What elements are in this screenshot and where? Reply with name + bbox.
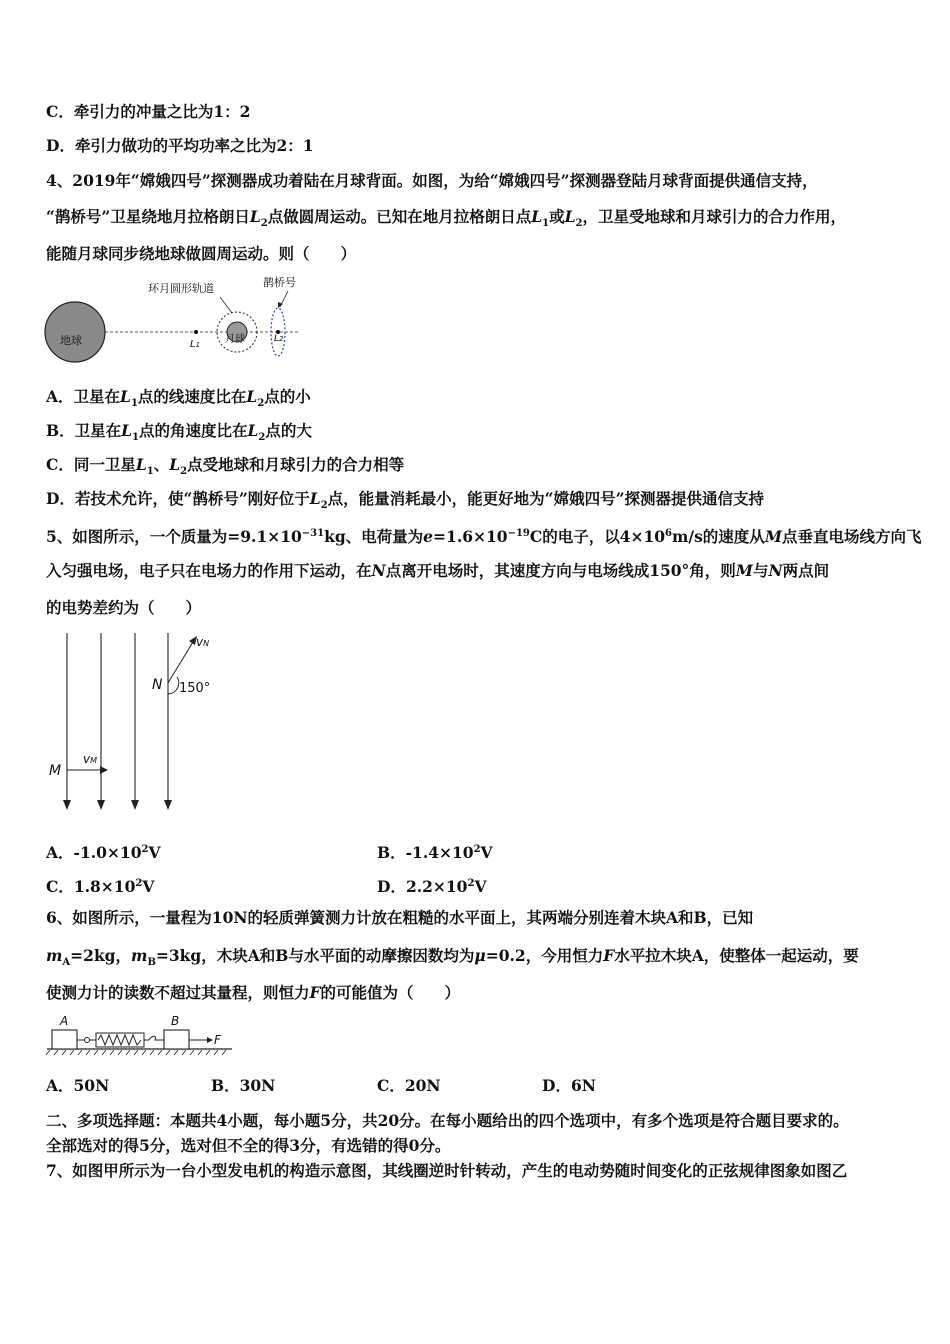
queqiao-label: 鹊桥号 <box>263 276 296 289</box>
field-line-2-arrow <box>97 800 105 810</box>
l1-label: L1 <box>190 339 201 350</box>
block-b <box>164 1030 189 1049</box>
q6-stem-line3: 使测力计的读数不超过其量程，则恒力F的可能值为（ ） <box>46 983 461 1002</box>
section2-heading-line1: 二、多项选择题：本题共4小题，每小题5分，共20分。在每小题给出的四个选项中，有多个选项是符合题目要求的。 <box>46 1111 849 1130</box>
q4-stem-line3: 能随月球同步绕地球做圆周运动。则（ ） <box>46 244 357 263</box>
vm-arrow-head <box>100 766 108 774</box>
q4-option-a: A．卫星在$L_1$点的线速度比在$L_2$点的小 <box>46 387 311 410</box>
field-line-4-arrow <box>164 800 172 810</box>
q7-stem-line1: 7、如图甲所示为一台小型发电机的构造示意图，其线圈逆时针转动，产生的电动势随时间变化的正弦规律图象如图乙 <box>46 1161 848 1180</box>
q6-option-a: A．50N <box>46 1076 110 1095</box>
q6-stem-line1: 6、如图所示，一量程为10N的轻质弹簧测力计放在粗糙的水平面上，其两端分别连着木块A和B，已知 <box>46 908 754 927</box>
force-arrow-head <box>207 1037 213 1043</box>
vn-arrow-line <box>168 642 193 683</box>
q4-stem-line1: 4、2019年“嫦娥四号”探测器成功着陆在月球背面。如图，为给“嫦娥四号”探测器登陆月球背面提供通信支持， <box>46 171 818 190</box>
vm-label: vM <box>83 752 98 766</box>
orbit-label: 环月圆形轨道 <box>148 282 214 295</box>
q5-stem-line1: 5、如图所示，一个质量为$=9.1\times 10^{-31}kg$、电荷量为$e=1.6\times 10^{-19}C$的电子，以$4\times 10^6m/s$的速度从M点垂直电场线方向飞 <box>46 527 922 547</box>
q5-option-c: C．$1.8\times 10^2V$ <box>46 877 155 897</box>
q5-option-d: D．$2.2\times 10^2V$ <box>377 877 487 897</box>
q3-option-d: D．牵引力做功的平均功率之比为2：1 <box>46 136 314 155</box>
block-a <box>52 1030 77 1049</box>
field-line-3-arrow <box>131 800 139 810</box>
q6-option-b: B．30N <box>211 1076 276 1095</box>
l1-point <box>194 330 198 334</box>
field-line-1-arrow <box>63 800 71 810</box>
q3-option-c: C．牵引力的冲量之比为1：2 <box>46 102 251 121</box>
hook-b <box>149 1036 164 1040</box>
moon-label: 月球 <box>225 334 245 345</box>
q6-option-d: D．6N <box>542 1076 596 1095</box>
earth-circle <box>45 302 105 362</box>
q4-option-d: D．若技术允许，使“鹊桥号”刚好位于$L_2$点，能量消耗最小，能更好地为“嫦娥四号”探测器提供通信支持 <box>46 489 764 512</box>
ground-hatching <box>46 1050 226 1055</box>
q5-electric-field-figure <box>40 628 230 818</box>
q5-option-a: A．$-1.0\times 10^2V$ <box>46 843 161 863</box>
section2-heading-line2: 全部选对的得5分，选对但不全的得3分，有选错的得0分。 <box>46 1136 451 1155</box>
q5-stem-line2: 入匀强电场，电子只在电场力的作用下运动，在N点离开电场时，其速度方向与电场线成150°角，则M与N两点间 <box>46 561 830 580</box>
q4-option-b: B．卫星在$L_1$点的角速度比在$L_2$点的大 <box>46 421 312 444</box>
point-m-label: M <box>49 763 62 779</box>
q5-stem-line3: 的电势差约为（ ） <box>46 598 202 617</box>
block-b-label: B <box>171 1014 180 1028</box>
block-a-label: A <box>60 1014 69 1028</box>
l2-label: L2 <box>274 334 284 344</box>
vn-label: vN <box>196 635 210 649</box>
q4-option-c: C．同一卫星$L_1$、$L_2$点受地球和月球引力的合力相等 <box>46 455 405 478</box>
force-label: F <box>214 1033 221 1047</box>
q6-stem-line2: $m_A=2kg$，$m_B=3kg$，木块A和B与水平面的动摩擦因数均为μ=0.2，今用恒力F水平拉木块A，使整体一起运动，要 <box>46 946 859 969</box>
earth-label: 地球 <box>60 334 82 347</box>
orbit-label-pointer <box>220 297 232 313</box>
ring-a <box>85 1038 90 1043</box>
point-n-label: N <box>152 677 163 693</box>
q5-option-b: B．$-1.4\times 10^2V$ <box>377 843 493 863</box>
q4-earth-moon-figure <box>40 270 310 370</box>
angle-label: 150° <box>179 681 211 696</box>
q6-spring-blocks-figure <box>44 1012 239 1057</box>
q6-option-c: C．20N <box>377 1076 441 1095</box>
q4-stem-line2: “鹊桥号”卫星绕地月拉格朗日$L_2$点做圆周运动。已知在地月拉格朗日点$L_1$或$L_2$，卫星受地球和月球引力的合力作用， <box>46 207 847 230</box>
